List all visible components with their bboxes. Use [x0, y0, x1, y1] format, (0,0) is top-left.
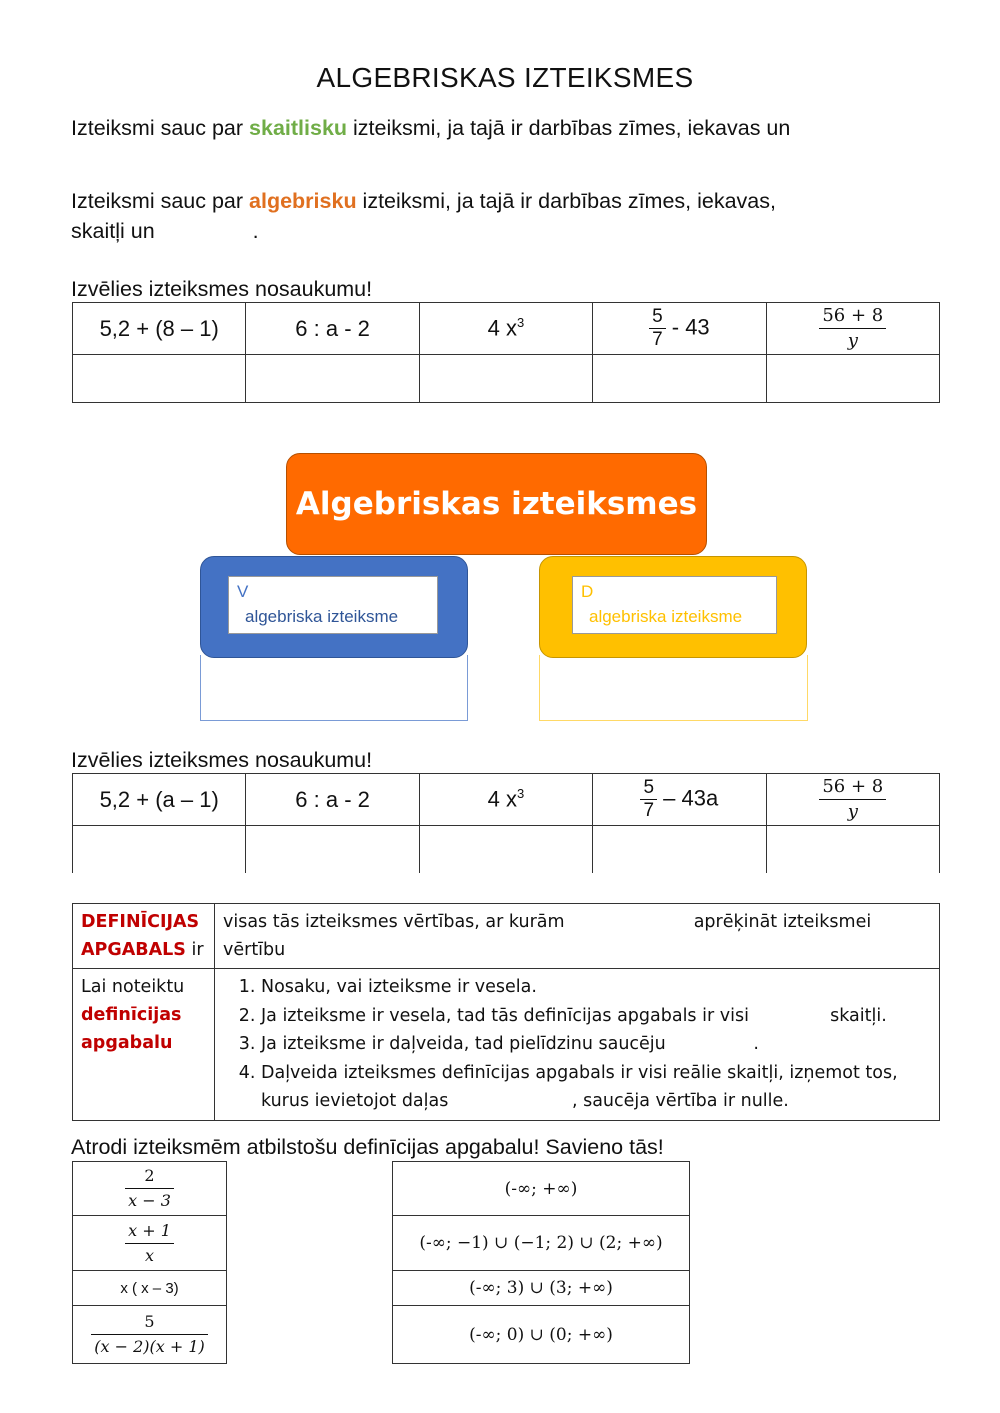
answer-cell[interactable] [73, 826, 246, 874]
definition-heading-cell [73, 904, 215, 969]
expression-item[interactable] [73, 1216, 227, 1271]
def-text: Izteiksmi sauc par [71, 189, 250, 213]
steps-heading-plain: Lai noteiktu [81, 977, 185, 997]
expression-cell [766, 774, 939, 826]
denominator: x [125, 1243, 174, 1268]
expression-cell [419, 774, 592, 826]
numerator: 56 + 8 [822, 776, 884, 797]
expression-rest: – 43a [657, 785, 719, 811]
denominator: y [819, 328, 886, 353]
definition-table [72, 903, 940, 1121]
step-item [261, 973, 931, 1002]
fraction [125, 1164, 174, 1213]
right-label-box [572, 576, 777, 634]
task1-table [72, 302, 940, 403]
left-letter: V [237, 582, 249, 601]
def-text: . [252, 219, 259, 243]
steps-list [223, 973, 931, 1116]
numerator: 56 + 8 [822, 305, 884, 326]
def-text: Izteiksmi sauc par [71, 116, 250, 140]
answer-cell[interactable] [766, 826, 939, 874]
numerator: 5 [144, 1312, 155, 1331]
step-text: Daļveida izteiksmes definīcijas apgabals ir visi reālie skaitļi, izņemot tos, kurus ievietojot daļas [261, 1062, 898, 1111]
denominator: 7 [649, 328, 666, 351]
step-item [261, 1002, 931, 1031]
step-text: Ja izteiksme ir daļveida, tad pielīdzinu saucēju [261, 1034, 666, 1054]
step-text: skaitļi. [830, 1005, 887, 1026]
domain-item[interactable]: (-∞; −1) ∪ (−1; 2) ∪ (2; +∞) [393, 1216, 690, 1271]
step-item [261, 1059, 931, 1116]
keyword-skaitlisku: skaitlisku [249, 116, 348, 140]
diagram-root-box: Algebriskas izteiksmes [286, 453, 707, 555]
base: 4 x [487, 315, 518, 341]
task2-prompt: Izvēlies izteiksmes nosaukumu! [71, 748, 373, 772]
numerator: 5 [643, 777, 655, 798]
definition-text-cell [215, 904, 940, 969]
steps-cell [215, 969, 940, 1121]
fraction [819, 304, 886, 353]
domain-item[interactable]: (-∞; 3) ∪ (3; +∞) [393, 1271, 690, 1306]
right-text: algebriska izteiksme [589, 607, 743, 626]
steps-heading-bold: definīcijas [81, 1005, 182, 1025]
expression-rest: - 43 [665, 314, 710, 340]
def-text: izteiksmi, ja tajā ir darbības zīmes, iekavas, [356, 189, 776, 213]
heading-ir: ir [185, 940, 204, 960]
right-letter: D [581, 582, 594, 601]
numerator: 5 [652, 306, 663, 327]
fraction [91, 1310, 208, 1359]
def-part-b: aprēķināt izteiksmei vērtību [223, 912, 872, 960]
expression-cell: 6 : a - 2 [246, 774, 419, 826]
answer-cell[interactable] [593, 355, 766, 403]
matching-prompt: Atrodi izteiksmēm atbilstošu definīcijas apgabalu! Savieno tās! [71, 1135, 664, 1159]
algebraic-expression-definition [71, 186, 931, 246]
def-text: skaitļi un [71, 219, 155, 243]
numeric-expression-definition [71, 113, 931, 143]
answer-cell[interactable] [419, 355, 592, 403]
expression-item[interactable] [73, 1162, 227, 1216]
expression-cell: 5,2 + (8 – 1) [73, 303, 246, 355]
fraction [649, 306, 666, 351]
steps-heading-bold: apgabalu [81, 1033, 173, 1053]
expression-item[interactable] [73, 1306, 227, 1364]
domain-list [392, 1161, 690, 1364]
expression-cell [593, 303, 766, 355]
denominator: x − 3 [125, 1188, 174, 1213]
fraction [640, 777, 657, 822]
diagram-left-box [200, 556, 468, 658]
expression-list [72, 1161, 227, 1364]
exponent: 3 [517, 786, 525, 802]
left-answer-area[interactable] [200, 655, 468, 721]
step-text: Ja izteiksme ir vesela, tad tās definīcijas apgabals ir visi [261, 1005, 749, 1026]
def-part-a: visas tās izteiksmes vērtības, ar kurām [223, 912, 565, 932]
step-item [261, 1030, 931, 1059]
denominator: y [819, 799, 886, 824]
left-text: algebriska izteiksme [245, 607, 399, 626]
steps-heading-cell [73, 969, 215, 1121]
numerator: 2 [144, 1166, 155, 1185]
fraction [819, 775, 886, 824]
step-text: . [753, 1034, 759, 1054]
expression-cell [593, 774, 766, 826]
answer-cell[interactable] [593, 826, 766, 874]
diagram-right-box [539, 556, 807, 658]
answer-cell[interactable] [766, 355, 939, 403]
answer-cell[interactable] [419, 826, 592, 874]
page-title: ALGEBRISKAS IZTEIKSMES [316, 62, 694, 93]
denominator: 7 [640, 799, 657, 822]
answer-cell[interactable] [246, 826, 419, 874]
expression-cell: 5,2 + (a – 1) [73, 774, 246, 826]
base: 4 x [487, 786, 518, 812]
exponent: 3 [517, 315, 525, 331]
right-answer-area[interactable] [539, 655, 808, 721]
definition-heading: DEFINĪCIJAS APGABALS [81, 912, 200, 960]
fraction [125, 1219, 174, 1268]
answer-cell[interactable] [73, 355, 246, 403]
domain-item[interactable]: (-∞; +∞) [393, 1162, 690, 1216]
expression-item[interactable]: x ( x – 3) [73, 1271, 227, 1306]
left-label-box [228, 576, 438, 634]
numerator: x + 1 [128, 1220, 171, 1240]
answer-cell[interactable] [246, 355, 419, 403]
expression-cell: 6 : a - 2 [246, 303, 419, 355]
def-text: izteiksmi, ja tajā ir darbības zīmes, iekavas un [347, 116, 791, 140]
task2-table [72, 773, 940, 873]
step-text: Nosaku, vai izteiksme ir vesela. [261, 977, 537, 997]
keyword-algebrisku: algebrisku [249, 189, 357, 213]
expression-cell [419, 303, 592, 355]
expression-cell [766, 303, 939, 355]
step-text: , saucēja vērtība ir nulle. [571, 1091, 789, 1111]
denominator: (x − 2)(x + 1) [91, 1334, 208, 1359]
domain-item[interactable]: (-∞; 0) ∪ (0; +∞) [393, 1306, 690, 1364]
task1-prompt: Izvēlies izteiksmes nosaukumu! [71, 277, 373, 301]
